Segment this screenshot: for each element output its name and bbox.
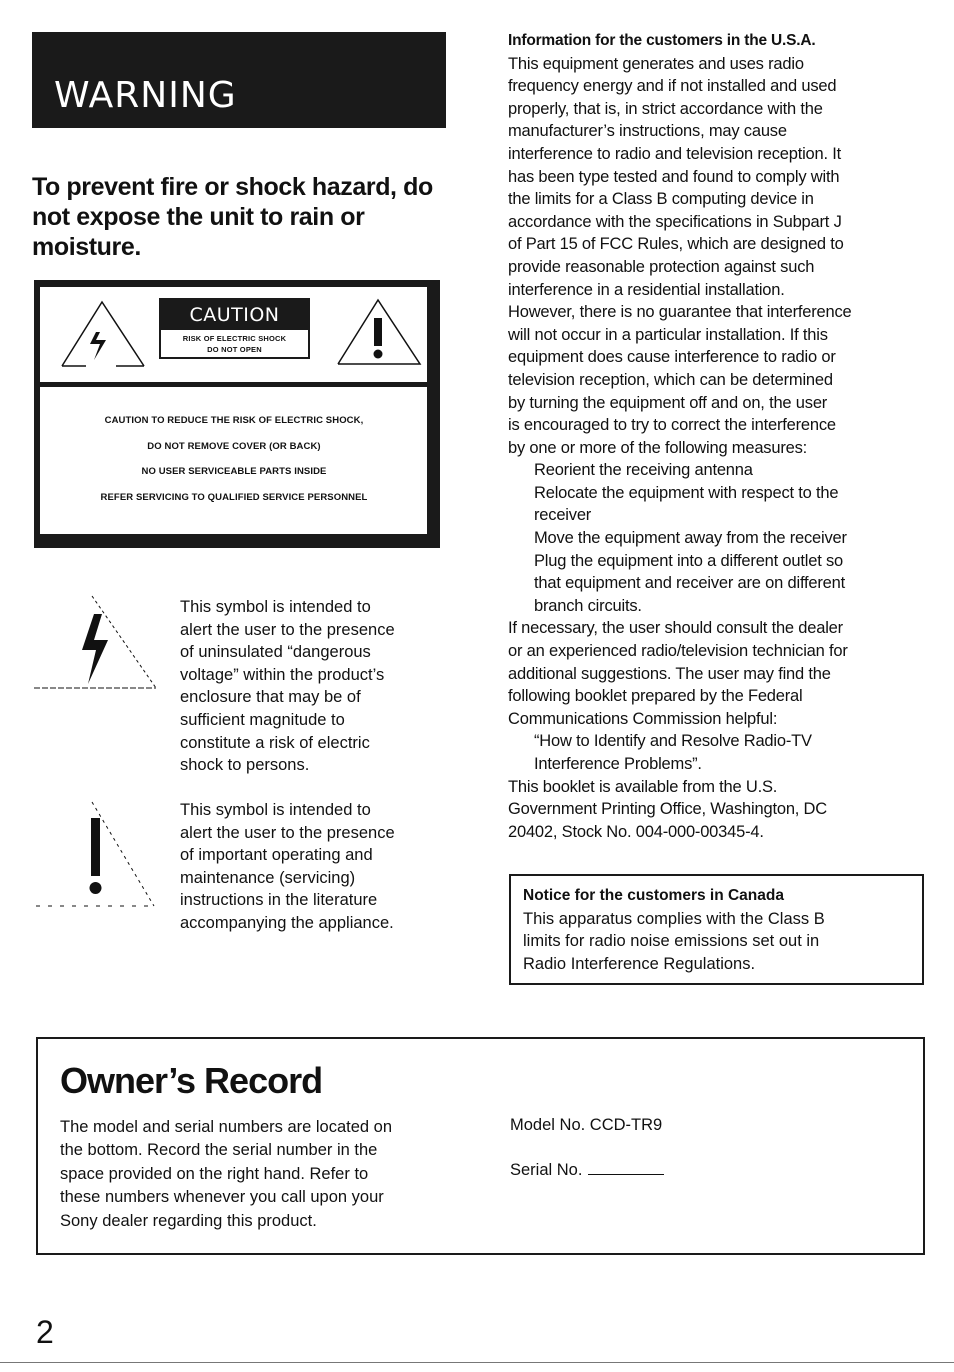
fcc-booklet: Interference Problems”.	[534, 755, 702, 773]
text-line: alert the user to the presence	[180, 823, 395, 842]
fcc-title: Information for the customers in the U.S.A.	[508, 32, 816, 49]
fcc-line: This equipment generates and uses radio	[508, 54, 804, 73]
caution-text-line: REFER SERVICING TO QUALIFIED SERVICE PERSONNEL	[100, 491, 368, 503]
exclamation-warning-icon	[336, 298, 422, 368]
fcc-booklet: “How to Identify and Resolve Radio-TV	[534, 732, 812, 751]
text-line: shock to persons.	[180, 756, 310, 775]
fcc-line: or an experienced radio/television technician for	[508, 642, 848, 661]
fcc-measure: Reorient the receiving antenna	[534, 461, 753, 480]
fcc-line: of Part 15 of FCC Rules, which are designed to	[508, 235, 844, 254]
serial-number-field	[510, 1161, 664, 1180]
fcc-line: interference in a residential installation.	[508, 280, 785, 299]
text-line: voltage” within the product’s	[180, 665, 385, 684]
caution-label-line1: RISK OF ELECTRIC SHOCK	[182, 334, 287, 343]
warning-banner-label: WARNING	[54, 75, 237, 116]
text-line: space provided on the right hand. Refer to	[60, 1164, 369, 1183]
text-line: instructions in the literature	[180, 891, 378, 910]
fcc-line: is encouraged to try to correct the interference	[508, 416, 836, 435]
canada-line: limits for radio noise emissions set out in	[523, 932, 820, 951]
text-line: This symbol is intended to	[180, 801, 371, 819]
text-line: The model and serial numbers are located on	[60, 1118, 393, 1136]
lightning-warning-icon	[58, 298, 148, 370]
fcc-line: 20402, Stock No. 004-000-00345-4.	[508, 822, 764, 841]
canada-notice	[509, 874, 924, 985]
model-number: Model No. CCD-TR9	[510, 1116, 663, 1134]
lightning-symbol-icon	[32, 594, 162, 694]
fcc-line: equipment does cause interference to radio or	[508, 348, 836, 367]
text-line: the bottom. Record the serial number in the	[60, 1141, 378, 1160]
text-line: these numbers whenever you call upon your	[60, 1188, 384, 1207]
text-line: alert the user to the presence	[180, 620, 395, 639]
fcc-line: Communications Commission helpful:	[508, 709, 778, 728]
text-line: of uninsulated “dangerous	[180, 643, 371, 662]
owners-record-title: Owner’s Record	[60, 1060, 323, 1101]
fcc-line: following booklet prepared by the Federal	[508, 687, 803, 706]
caution-text-line: CAUTION TO REDUCE THE RISK OF ELECTRIC SHOCK,	[104, 415, 364, 426]
fcc-line: Government Printing Office, Washington, DC	[508, 800, 827, 819]
lightning-symbol-description	[180, 596, 450, 777]
canada-title: Notice for the customers in Canada	[523, 887, 784, 904]
fcc-measure: Plug the equipment into a different outlet so	[534, 551, 843, 570]
fcc-line: by one or more of the following measures:	[508, 438, 808, 457]
warning-headline: To prevent fire or shock hazard, do not expose the unit to rain or moisture.	[32, 173, 433, 261]
fcc-measure: Move the equipment away from the receiver	[534, 529, 847, 548]
fcc-notice	[508, 30, 926, 843]
fcc-line: frequency energy and if not installed and used	[508, 77, 837, 96]
caution-text-line: NO USER SERVICEABLE PARTS INSIDE	[141, 466, 327, 477]
owners-record-text	[60, 1116, 460, 1233]
fcc-measure: receiver	[534, 506, 592, 525]
fcc-line: additional suggestions. The user may find the	[508, 664, 831, 683]
text-line: sufficient magnitude to	[180, 710, 345, 729]
text-line: This symbol is intended to	[180, 598, 371, 616]
canada-line: This apparatus complies with the Class B	[523, 909, 825, 928]
caution-text-line: DO NOT REMOVE COVER (OR BACK)	[147, 440, 321, 452]
fcc-line: accordance with the specifications in Subpart J	[508, 212, 842, 231]
text-line: Sony dealer regarding this product.	[60, 1211, 317, 1230]
text-line: accompanying the appliance.	[180, 913, 394, 932]
fcc-measure: branch circuits.	[534, 596, 642, 615]
fcc-measure: Relocate the equipment with respect to the	[534, 483, 839, 502]
caution-label	[159, 298, 310, 359]
fcc-measure: that equipment and receiver are on different	[534, 574, 846, 593]
caution-label-title: CAUTION	[161, 300, 308, 330]
fcc-line: interference to radio and television reception. It	[508, 144, 842, 163]
canada-line: Radio Interference Regulations.	[523, 954, 756, 973]
fcc-line: This booklet is available from the U.S.	[508, 777, 778, 796]
serial-number-blank	[588, 1174, 664, 1175]
fcc-line: If necessary, the user should consult the dealer	[508, 619, 843, 638]
caution-label-line2: DO NOT OPEN	[207, 345, 262, 354]
fcc-line: has been type tested and found to comply with	[508, 167, 840, 186]
serial-number-label: Serial No.	[510, 1161, 583, 1179]
text-line: constitute a risk of electric	[180, 733, 370, 752]
warning-banner	[32, 32, 446, 128]
fcc-line: manufacturer’s instructions, may cause	[508, 122, 787, 141]
bottom-rule	[0, 1362, 954, 1363]
fcc-line: television reception, which can be determined	[508, 370, 833, 389]
exclamation-symbol-description	[180, 799, 450, 935]
fcc-line: will not occur in a particular installation. If this	[508, 325, 828, 344]
text-line: maintenance (servicing)	[180, 868, 356, 887]
text-line: of important operating and	[180, 846, 373, 865]
fcc-line: properly, that is, in strict accordance with the	[508, 99, 823, 118]
fcc-line: the limits for a Class B computing device in	[508, 190, 814, 209]
exclamation-symbol-icon	[34, 800, 160, 912]
fcc-line: However, there is no guarantee that interference	[508, 303, 852, 322]
fcc-line: by turning the equipment off and on, the user	[508, 393, 828, 412]
caution-text	[44, 408, 424, 510]
fcc-line: provide reasonable protection against such	[508, 257, 815, 276]
page-number: 2	[36, 1314, 54, 1350]
text-line: enclosure that may be of	[180, 688, 361, 707]
